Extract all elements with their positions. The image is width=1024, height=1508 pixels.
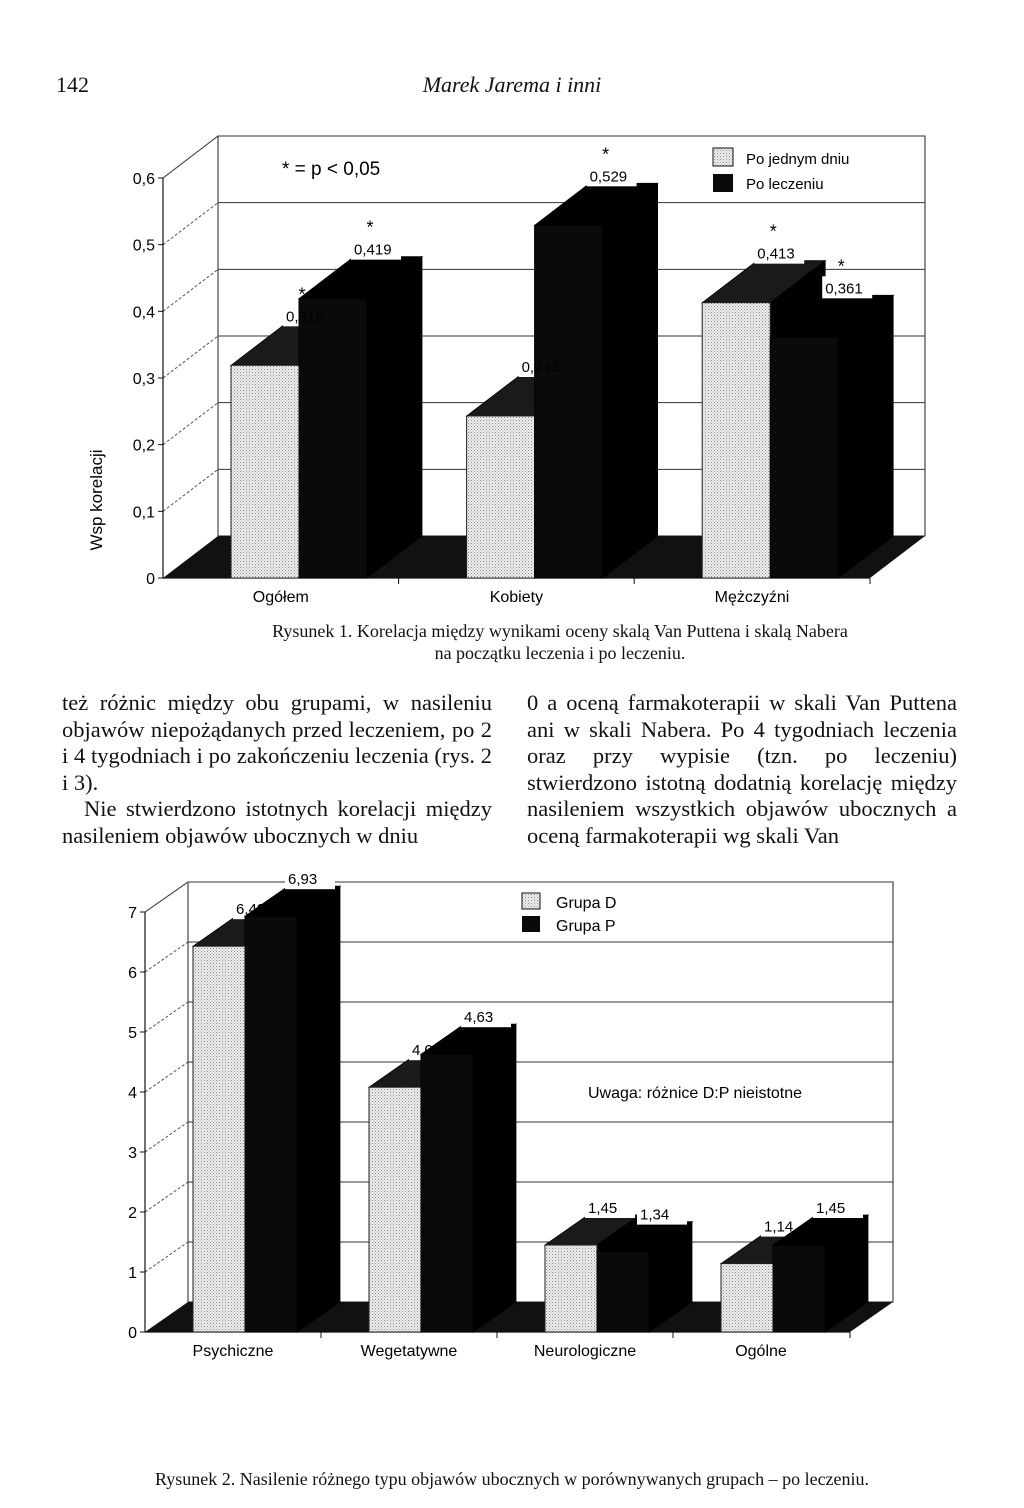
running-header-author: Marek Jarema i inni: [422, 72, 602, 97]
significance-note: * = p < 0,05: [282, 159, 381, 180]
legend-swatch-black: [713, 174, 733, 192]
y-tick-label: 0,1: [132, 504, 155, 522]
data-label: 0,419: [354, 241, 392, 259]
x-tick-label: Kobiety: [489, 589, 544, 606]
gridline-side: [163, 269, 218, 311]
bar-grupa-p: [245, 916, 297, 1332]
data-label: 1,34: [640, 1206, 670, 1224]
y-tick-label: 0,2: [132, 437, 155, 455]
bar-side: [367, 257, 422, 578]
x-tick-label: Ogółem: [252, 589, 309, 606]
bar-grupa-p: [421, 1054, 473, 1332]
bar-po-jednym-dniu: [231, 365, 299, 578]
bar-grupa-d: [545, 1245, 597, 1332]
gridline-side: [145, 1002, 188, 1032]
figure-1-chart: [0, 120, 1024, 615]
y-tick-label: 0,4: [132, 304, 155, 322]
y-tick-label: 0,3: [132, 371, 155, 388]
body-paragraph: też różnic między obu grupami, w nasileniu objawów niepożądanych przed leczeniem, po 2 i 4 tygodniach i po zakończeniu leczenia (rys. 2 i 3).: [62, 690, 492, 795]
gridline-side: [145, 1062, 188, 1092]
significance-marker: *: [769, 221, 777, 242]
bar-grupa-p: [597, 1252, 649, 1332]
bar-side: [838, 295, 893, 578]
data-label: 6,93: [288, 871, 318, 889]
y-tick-label: 6: [128, 965, 137, 982]
y-tick-label: 1: [128, 1265, 137, 1282]
bar-side: [603, 183, 658, 578]
legend-label: Grupa P: [556, 918, 616, 935]
data-label: 0,413: [757, 245, 795, 263]
y-tick-label: 0: [146, 571, 155, 588]
gridline-side: [163, 203, 218, 245]
body-paragraph: Nie stwierdzono istotnych korelacji między nasileniem objawów ubocznych w dniu: [62, 796, 492, 848]
data-label: 6,43: [236, 901, 266, 919]
bar-po-jednym-dniu: [702, 303, 770, 578]
bar-po-leczeniu: [770, 337, 838, 578]
legend-swatch-dotted: [522, 893, 540, 909]
page-number: 142: [56, 72, 89, 97]
significance-marker: *: [837, 256, 845, 277]
figure-2-caption: Rysunek 2. Nasilenie różnego typu objawów ubocznych w porównywanych grupach – po leczeniu.: [154, 1469, 870, 1489]
significance-marker: *: [366, 217, 374, 238]
x-tick-label: Ogólne: [735, 1343, 787, 1360]
bar-po-leczeniu: [535, 225, 603, 578]
figure-2-chart: [0, 870, 1024, 1470]
significance-marker: *: [298, 284, 306, 305]
y-tick-label: 0,6: [132, 171, 155, 188]
legend-label: Po jednym dniu: [746, 151, 850, 168]
significance-marker: *: [602, 144, 610, 165]
x-tick-label: Neurologiczne: [533, 1343, 637, 1360]
y-tick-label: 4: [128, 1085, 137, 1102]
gridline-side: [145, 1182, 188, 1212]
y-axis-title: Wsp korelacji: [87, 449, 106, 551]
data-label: 4,08: [412, 1042, 442, 1060]
figure-1-caption-line1: Rysunek 1. Korelacja między wynikami oceny skalą Van Puttena i skalą Nabera: [272, 621, 848, 641]
gridline-side: [163, 336, 218, 378]
bar-grupa-d: [193, 946, 245, 1332]
data-label: 0,529: [589, 168, 628, 186]
data-label: 1,45: [816, 1200, 846, 1217]
data-label: 4,63: [464, 1009, 494, 1027]
bar-grupa-d: [369, 1087, 421, 1332]
y-tick-label: 0: [128, 1325, 137, 1342]
body-column-right: [527, 690, 957, 849]
data-label: 0,361: [825, 280, 863, 298]
bar-side: [297, 886, 340, 1332]
legend-label: Grupa D: [556, 895, 617, 912]
data-label: 0,243: [521, 359, 560, 376]
gridline-side: [145, 1122, 188, 1152]
data-label: 1,45: [588, 1200, 618, 1217]
gridline-side: [145, 942, 188, 972]
bar-po-jednym-dniu: [467, 416, 535, 578]
bar-grupa-d: [721, 1264, 773, 1332]
legend-swatch-black: [522, 916, 540, 932]
y-tick-label: 5: [128, 1025, 137, 1042]
legend-swatch-dotted: [713, 148, 733, 166]
body-column-left: [62, 690, 492, 849]
figure-1-caption-line2: na początku leczenia i po leczeniu.: [434, 643, 686, 663]
y-tick-label: 0,5: [132, 237, 155, 255]
data-label: 0,319: [286, 308, 324, 326]
difference-note: Uwaga: różnice D:P nieistotne: [588, 1085, 803, 1102]
y-tick-label: 2: [128, 1205, 137, 1222]
bar-side: [473, 1024, 516, 1332]
figure-1-caption: [140, 620, 980, 664]
y-tick-label: 7: [128, 905, 137, 922]
bar-grupa-p: [773, 1245, 825, 1332]
x-tick-label: Wegetatywne: [360, 1343, 458, 1360]
gridline-side: [163, 403, 218, 445]
bar-po-leczeniu: [299, 299, 367, 578]
x-tick-label: Psychiczne: [192, 1343, 274, 1360]
gridline-side: [163, 469, 218, 511]
data-label: 1,14: [764, 1218, 794, 1236]
legend-label: Po leczeniu: [746, 176, 824, 193]
y-tick-label: 3: [128, 1145, 137, 1162]
body-paragraph: 0 a oceną farmakoterapii w skali Van Puttena ani w skali Nabera. Po 4 tygodniach leczenia oraz przy wypisie (tzn. po leczeniu) stwierdzono istotną dodatnią korelację między nasileniem wszystkich objawów ubocznych a oceną farmakoterapii wg skali Van: [527, 690, 957, 848]
gridline-side: [145, 1242, 188, 1272]
x-tick-label: Mężczyźni: [714, 589, 790, 606]
